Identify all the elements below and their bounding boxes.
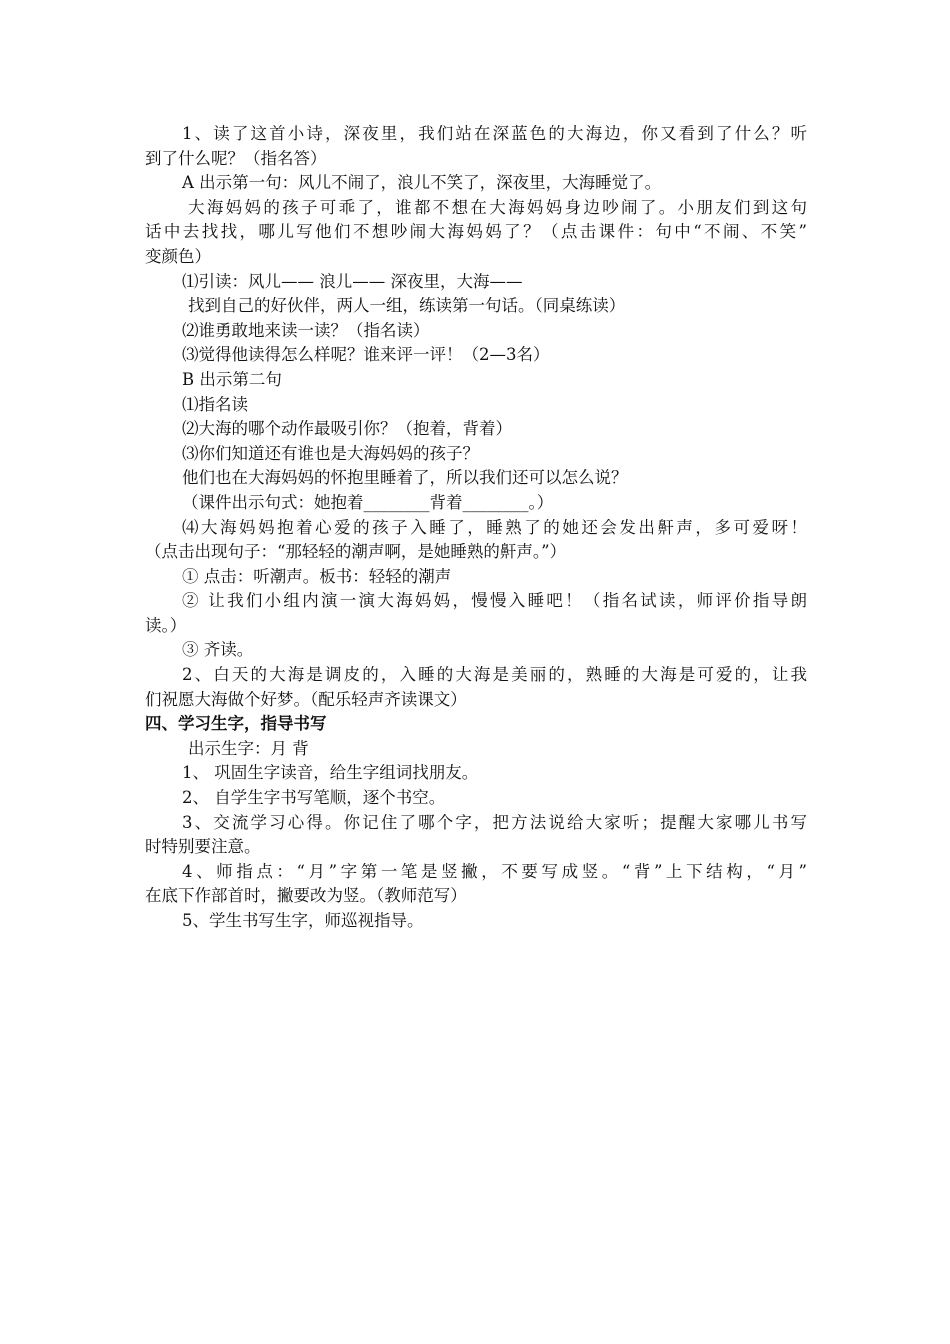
text-line: 2、 自学生字书写笔顺，逐个书空。 [182,788,446,808]
text-line: 1、读了这首小诗，深夜里，我们站在深蓝色的大海边，你又看到了什么？听 [182,124,807,143]
text-line: ① 点击：听潮声。板书：轻轻的潮声 [182,566,452,586]
section-heading: 四、学习生字，指导书写 [145,714,327,734]
text-line: ⑴引读：风儿—— 浪儿—— 深夜里，大海—— [182,271,523,291]
text-line: 出示生字：月 背 [188,738,309,758]
text-line: B 出示第二句 [182,369,282,389]
text-line: 读。） [145,615,187,635]
text-line: ③ 齐读。 [182,640,254,660]
text-line: 他们也在大海妈妈的怀抱里睡着了，所以我们还可以怎么说？ [182,468,628,488]
text-line: ⑷大海妈妈抱着心爱的孩子入睡了，睡熟了的她还会发出鼾声，多可爱呀！ [182,517,807,537]
text-line: ⑶你们知道还有谁也是大海妈妈的孩子？ [182,443,479,463]
text-line: ⑵大海的哪个动作最吸引你？（抱着，背着） [182,419,512,439]
text-line: 大海妈妈的孩子可乖了，谁都不想在大海妈妈身边吵闹了。小朋友们到这句 [188,197,807,217]
text-line: ⑴指名读 [182,394,248,414]
text-line: ② 让我们小组内演一演大海妈妈，慢慢入睡吧！（指名试读，师评价指导朗 [182,591,807,611]
text-line: 找到自己的好伙伴，两人一组，练读第一句话。（同桌练读） [188,296,626,316]
lesson-text [145,122,807,934]
text-line: （课件出示句式：她抱着________背着________。） [182,492,554,512]
text-line: A 出示第一句：风儿不闹了，浪儿不笑了，深夜里，大海睡觉了。 [182,173,662,193]
text-line: 1、 巩固生字读音，给生字组词找朋友。 [182,763,479,783]
text-line: 话中去找找，哪儿写他们不想吵闹大海妈妈了？（点击课件：句中“不闹、不笑” [145,222,807,242]
text-line: 们祝愿大海做个好梦。（配乐轻声齐读课文） [145,689,467,709]
text-line: 5、学生书写生字，师巡视指导。 [182,911,424,930]
text-line: ⑶觉得他读得怎么样呢？谁来评一评！（2—3名） [182,345,550,365]
text-line: 3、交流学习心得。你记住了哪个字，把方法说给大家听；提醒大家哪儿书写 [182,812,807,832]
text-line: 4、师指点：“月”字第一笔是竖撇，不要写成竖。“背”上下结构，“月” [182,861,807,881]
text-line: ⑵谁勇敢地来读一读？（指名读） [182,320,430,340]
text-line: 2、白天的大海是调皮的，入睡的大海是美丽的，熟睡的大海是可爱的，让我 [182,665,807,685]
text-line: 到了什么呢？（指名答） [145,148,327,168]
text-line: 在底下作部首时，撇要改为竖。（教师范写） [145,886,467,906]
text-line: （点击出现句子：“那轻轻的潮声啊，是她睡熟的鼾声。”） [145,542,567,562]
text-line: 变颜色） [145,246,211,266]
text-line: 时特别要注意。 [145,837,261,857]
